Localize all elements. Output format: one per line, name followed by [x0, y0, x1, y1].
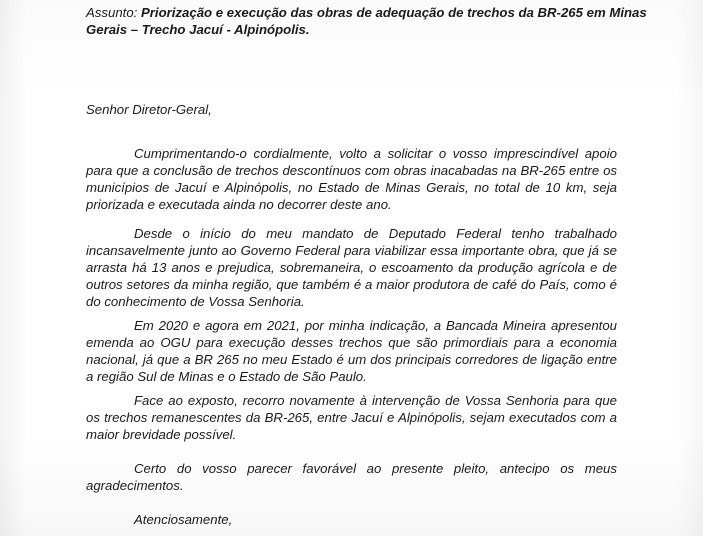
scan-shadow-left — [0, 0, 28, 536]
paragraph-1: Cumprimentando-o cordialmente, volto a solicitar o vosso imprescindível apoio para que a conclusão de trechos descontínuos com obras inacabadas na BR-265 entre os municípios de Jacuí e Alpinópolis, no Estado de Minas Gerais, no total de 10 km, seja priorizada e executada ainda no decorrer deste ano. — [86, 146, 617, 212]
paragraph-3: Em 2020 e agora em 2021, por minha indicação, a Bancada Mineira apresentou emenda ao OGU para execução desses trechos que são primordiais para a economia nacional, já que a BR 265 no meu Estado é um dos principais corredores de ligação entre a região Sul de Minas e o Estado de São Paulo. — [86, 318, 617, 384]
closing: Atenciosamente, — [134, 512, 233, 527]
subject-label: Assunto: — [86, 5, 141, 20]
paragraph-2: Desde o início do meu mandato de Deputado Federal tenho trabalhado incansavelmente junto ao Governo Federal para viabilizar essa importante obra, que já se arrasta há 13 anos e prejudica, sobremaneira, o escoamento da produção agrícola e de outros setores da minha região, que também é a maior produtora de café do País, como é do conhecimento de Vossa Senhoria. — [86, 226, 617, 309]
subject-text: Priorização e execução das obras de adequação de trechos da BR-265 em Minas Gerais – Trecho Jacuí - Alpinópolis. — [86, 5, 647, 37]
scan-shadow-right — [675, 0, 703, 536]
subject-line — [86, 4, 676, 38]
paragraph-4: Face ao exposto, recorro novamente à intervenção de Vossa Senhoria para que os trechos remanescentes da BR-265, entre Jacuí e Alpinópolis, sejam executados com a maior brevidade possível. — [86, 393, 617, 442]
paragraph-5: Certo do vosso parecer favorável ao presente pleito, antecipo os meus agradecimentos. — [86, 461, 617, 493]
salutation: Senhor Diretor-Geral, — [86, 102, 212, 117]
